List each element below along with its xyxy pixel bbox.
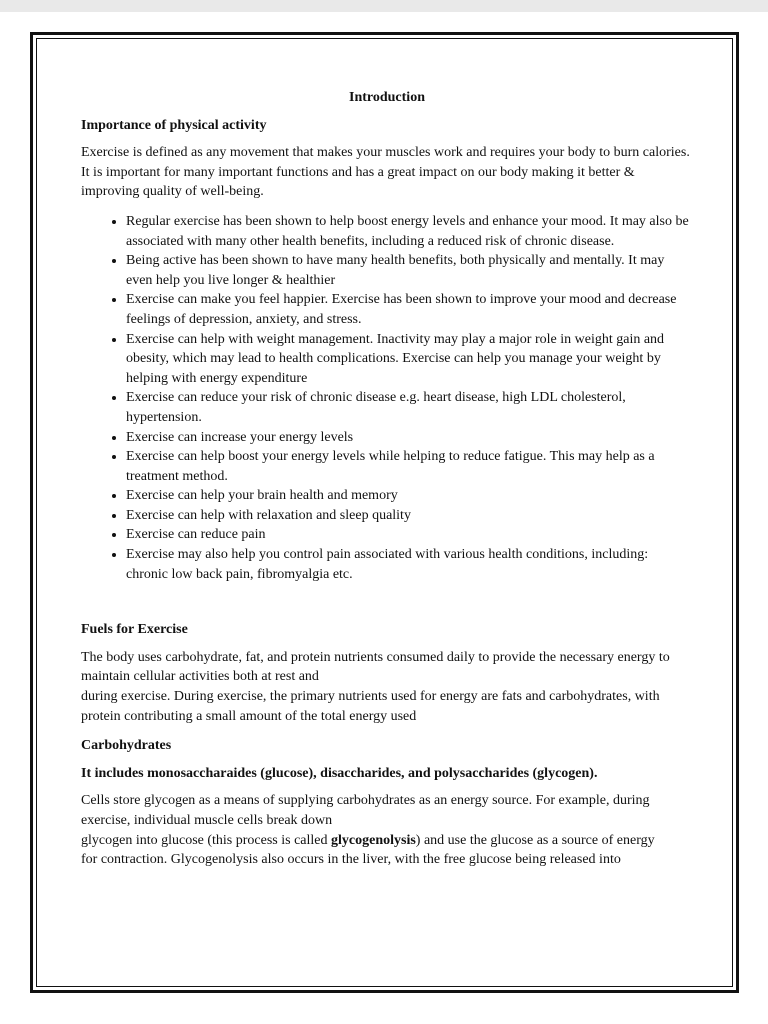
list-item: • Exercise can reduce your risk of chronic disease e.g. heart disease, high LDL cholesterol, hypertension. — [126, 388, 693, 427]
list-item: • Exercise can increase your energy levels — [126, 428, 693, 448]
fuels-paragraph — [81, 648, 693, 726]
list-item: • Exercise can reduce pain — [126, 525, 693, 545]
document-content — [81, 88, 693, 880]
list-item: • Being active has been shown to have many health benefits, both physically and mentally. It may even help you live longer & healthier — [126, 251, 693, 290]
glycogenolysis-term: glycogenolysis — [331, 832, 416, 848]
fuels-line: during exercise. During exercise, the primary nutrients used for energy are fats and carbohydrates, with — [81, 689, 660, 705]
section-heading-importance: Importance of physical activity — [81, 117, 267, 133]
carbohydrates-subheading: It includes monosaccharaides (glucose), disaccharides, and polysaccharides (glycogen). — [81, 765, 598, 781]
document-page — [0, 12, 768, 1024]
list-item: • Exercise can make you feel happier. Exercise has been shown to improve your mood and decrease feelings of depression, anxiety, and stress. — [126, 290, 693, 329]
list-item: • Exercise can help with relaxation and sleep quality — [126, 506, 693, 526]
document-title: Introduction — [349, 90, 425, 105]
section-heading-fuels: Fuels for Exercise — [81, 622, 188, 638]
fuels-line: The body uses carbohydrate, fat, and protein nutrients consumed daily to provide the necessary energy to maintain cellular activities both at rest and — [81, 649, 670, 685]
section-heading-carbohydrates: Carbohydrates — [81, 738, 172, 754]
intro-paragraph: Exercise is defined as any movement that makes your muscles work and requires your body to burn calories. It is important for many important functions and has a great impact on our body making it better & improving quality of well-being. — [81, 145, 690, 200]
carb-text: ) and use the glucose as a source of energy — [415, 832, 655, 848]
benefits-list — [81, 212, 693, 584]
carb-text: glycogen into glucose (this process is called — [81, 832, 331, 848]
list-item: • Exercise can help boost your energy levels while helping to reduce fatigue. This may help as a treatment method. — [126, 447, 693, 486]
fuels-line: protein contributing a small amount of the total energy used — [81, 708, 417, 724]
list-item: • Exercise can help with weight management. Inactivity may play a major role in weight gain and obesity, which may lead to health complications. Exercise can help you manage your weight by helping with energy expenditure — [126, 330, 693, 389]
carb-line: Cells store glycogen as a means of supplying carbohydrates as an energy source. For example, during exercise, individual muscle cells break down — [81, 793, 650, 828]
list-item: • Exercise can help your brain health and memory — [126, 486, 693, 506]
carb-line: for contraction. Glycogenolysis also occurs in the liver, with the free glucose being released into — [81, 852, 621, 868]
carb-line — [81, 831, 693, 851]
list-item: • Exercise may also help you control pain associated with various health conditions, including: chronic low back pain, fibromyalgia etc. — [126, 545, 693, 584]
list-item: • Regular exercise has been shown to help boost energy levels and enhance your mood. It may also be associated with many other health benefits, including a reduced risk of chronic disease. — [126, 212, 693, 251]
carbohydrates-paragraph — [81, 791, 693, 869]
